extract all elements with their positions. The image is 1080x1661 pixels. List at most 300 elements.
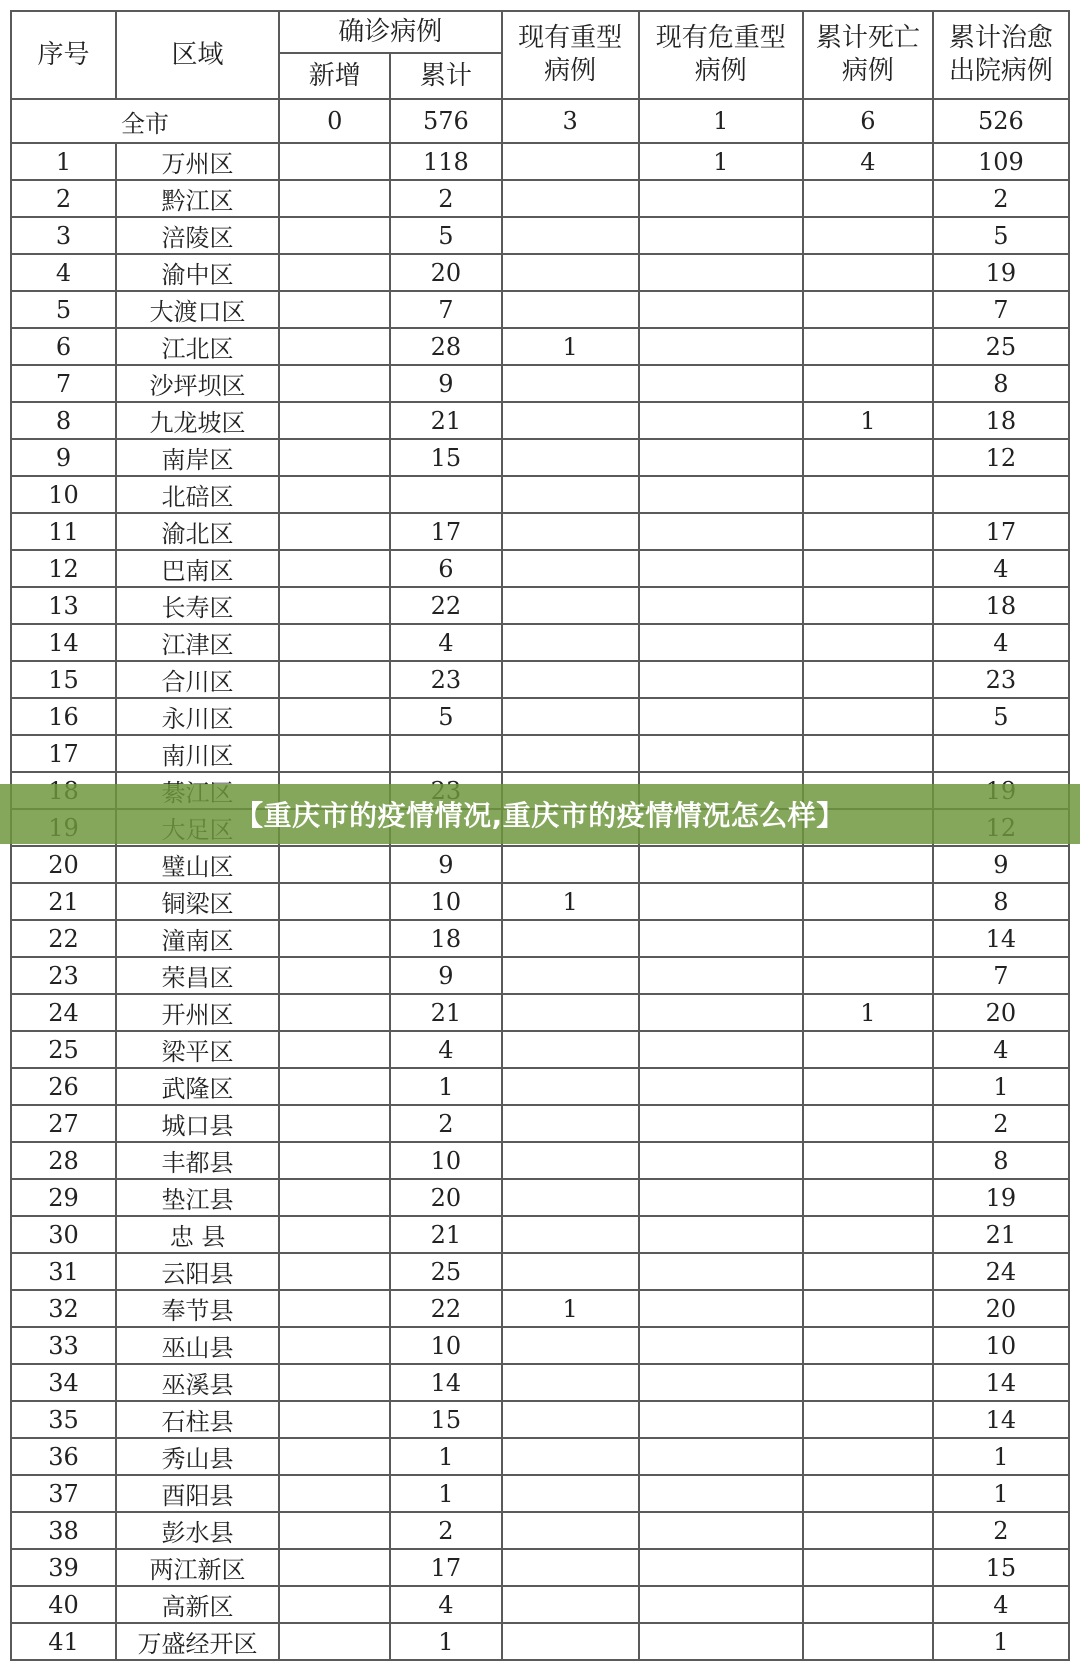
cell-critical <box>639 994 803 1031</box>
cell-new <box>279 1105 390 1142</box>
cell-seq: 11 <box>11 513 116 550</box>
cell-critical <box>639 365 803 402</box>
cell-critical <box>639 1327 803 1364</box>
cell-cured: 2 <box>933 1512 1069 1549</box>
header-severe <box>502 11 639 99</box>
cell-cumulative: 4 <box>390 1031 501 1068</box>
cell-new <box>279 1364 390 1401</box>
cell-area: 开州区 <box>116 994 279 1031</box>
table-row <box>11 365 1069 402</box>
table-row <box>11 957 1069 994</box>
cell-critical <box>639 1586 803 1623</box>
cell-deaths <box>803 1549 933 1586</box>
cell-new <box>279 1401 390 1438</box>
cell-cured: 15 <box>933 1549 1069 1586</box>
cell-cured: 1 <box>933 1475 1069 1512</box>
table-row <box>11 1031 1069 1068</box>
cell-deaths <box>803 1142 933 1179</box>
cell-critical <box>639 1068 803 1105</box>
cell-area: 高新区 <box>116 1586 279 1623</box>
cell-new <box>279 1586 390 1623</box>
cell-area: 垫江县 <box>116 1179 279 1216</box>
cell-area: 合川区 <box>116 661 279 698</box>
table-row <box>11 1253 1069 1290</box>
table-row <box>11 180 1069 217</box>
cell-cured: 12 <box>933 439 1069 476</box>
cell-critical <box>639 1142 803 1179</box>
cell-seq: 35 <box>11 1401 116 1438</box>
cell-area: 荣昌区 <box>116 957 279 994</box>
cell-cured: 4 <box>933 1031 1069 1068</box>
table-row <box>11 624 1069 661</box>
cell-cured: 2 <box>933 180 1069 217</box>
cell-deaths <box>803 846 933 883</box>
cell-seq: 6 <box>11 328 116 365</box>
cell-deaths <box>803 920 933 957</box>
cell-cumulative: 1 <box>390 1438 501 1475</box>
cell-cured: 2 <box>933 1105 1069 1142</box>
cell-seq: 3 <box>11 217 116 254</box>
cell-cumulative: 21 <box>390 994 501 1031</box>
total-row <box>11 99 1069 143</box>
cell-cured: 14 <box>933 1364 1069 1401</box>
table-row <box>11 402 1069 439</box>
cell-cured: 20 <box>933 1290 1069 1327</box>
cell-cured: 5 <box>933 698 1069 735</box>
total-new: 0 <box>279 99 390 143</box>
cell-critical <box>639 735 803 772</box>
cell-new <box>279 291 390 328</box>
cell-severe <box>502 143 639 180</box>
cell-severe <box>502 513 639 550</box>
cell-cured: 17 <box>933 513 1069 550</box>
cell-new <box>279 476 390 513</box>
cell-severe <box>502 661 639 698</box>
cell-severe <box>502 1253 639 1290</box>
cell-cumulative: 2 <box>390 1512 501 1549</box>
cell-new <box>279 735 390 772</box>
cell-seq: 31 <box>11 1253 116 1290</box>
cell-deaths <box>803 661 933 698</box>
cell-area: 江北区 <box>116 328 279 365</box>
cell-critical <box>639 513 803 550</box>
cell-area: 渝北区 <box>116 513 279 550</box>
cell-severe <box>502 1475 639 1512</box>
cell-cumulative: 2 <box>390 1105 501 1142</box>
cell-area: 万州区 <box>116 143 279 180</box>
cell-cumulative: 2 <box>390 180 501 217</box>
cell-severe <box>502 957 639 994</box>
cell-new <box>279 587 390 624</box>
cell-area: 大渡口区 <box>116 291 279 328</box>
cell-severe <box>502 994 639 1031</box>
cell-seq: 22 <box>11 920 116 957</box>
cell-critical <box>639 180 803 217</box>
cell-deaths <box>803 1438 933 1475</box>
cell-new <box>279 1327 390 1364</box>
table-row <box>11 1512 1069 1549</box>
cell-new <box>279 328 390 365</box>
cell-severe <box>502 1364 639 1401</box>
cell-cured: 18 <box>933 402 1069 439</box>
cell-new <box>279 1475 390 1512</box>
table-row <box>11 994 1069 1031</box>
cell-seq: 34 <box>11 1364 116 1401</box>
cell-cured: 14 <box>933 920 1069 957</box>
cell-area: 南岸区 <box>116 439 279 476</box>
cell-deaths <box>803 550 933 587</box>
cell-new <box>279 1068 390 1105</box>
header-critical-line2: 病例 <box>694 56 747 86</box>
cell-new <box>279 550 390 587</box>
cell-cumulative: 1 <box>390 1623 501 1660</box>
cell-seq: 2 <box>11 180 116 217</box>
table-row <box>11 217 1069 254</box>
cell-area: 南川区 <box>116 735 279 772</box>
cell-critical <box>639 1623 803 1660</box>
cell-severe <box>502 920 639 957</box>
cell-new <box>279 661 390 698</box>
cell-new <box>279 698 390 735</box>
cell-area: 长寿区 <box>116 587 279 624</box>
cell-seq: 21 <box>11 883 116 920</box>
cell-cured: 4 <box>933 550 1069 587</box>
cell-cured <box>933 735 1069 772</box>
cell-seq: 24 <box>11 994 116 1031</box>
cell-severe <box>502 846 639 883</box>
table-row <box>11 1068 1069 1105</box>
cell-area: 彭水县 <box>116 1512 279 1549</box>
table-row <box>11 439 1069 476</box>
cell-severe <box>502 1179 639 1216</box>
header-critical-line1: 现有危重型 <box>655 23 786 53</box>
cell-critical <box>639 217 803 254</box>
cell-deaths <box>803 1179 933 1216</box>
cell-area: 九龙坡区 <box>116 402 279 439</box>
cell-seq: 1 <box>11 143 116 180</box>
cell-new <box>279 1438 390 1475</box>
cell-new <box>279 957 390 994</box>
cell-deaths <box>803 957 933 994</box>
cell-deaths <box>803 476 933 513</box>
table-row <box>11 1105 1069 1142</box>
cell-severe <box>502 217 639 254</box>
cell-critical <box>639 661 803 698</box>
cell-seq: 25 <box>11 1031 116 1068</box>
cell-deaths <box>803 365 933 402</box>
total-cured: 526 <box>933 99 1069 143</box>
cell-area: 城口县 <box>116 1105 279 1142</box>
cell-critical <box>639 587 803 624</box>
table-row <box>11 1586 1069 1623</box>
cell-cured: 24 <box>933 1253 1069 1290</box>
cell-seq: 13 <box>11 587 116 624</box>
cell-cumulative: 15 <box>390 1401 501 1438</box>
cell-critical <box>639 1216 803 1253</box>
table-row <box>11 920 1069 957</box>
cell-critical <box>639 1031 803 1068</box>
cell-seq: 14 <box>11 624 116 661</box>
cell-cumulative: 14 <box>390 1364 501 1401</box>
cell-deaths <box>803 291 933 328</box>
cell-cumulative: 6 <box>390 550 501 587</box>
cell-seq: 10 <box>11 476 116 513</box>
table-row <box>11 513 1069 550</box>
cell-area: 酉阳县 <box>116 1475 279 1512</box>
cell-critical <box>639 1549 803 1586</box>
total-deaths: 6 <box>803 99 933 143</box>
cell-new <box>279 365 390 402</box>
cell-new <box>279 1179 390 1216</box>
cell-cumulative: 9 <box>390 957 501 994</box>
header-cumulative: 累计 <box>390 53 501 99</box>
cell-critical <box>639 254 803 291</box>
cell-critical <box>639 1290 803 1327</box>
cell-critical <box>639 957 803 994</box>
header-critical <box>639 11 803 99</box>
cell-severe <box>502 587 639 624</box>
cell-severe <box>502 254 639 291</box>
cell-seq: 9 <box>11 439 116 476</box>
cell-cumulative <box>390 735 501 772</box>
cell-cumulative: 22 <box>390 587 501 624</box>
cell-cumulative: 28 <box>390 328 501 365</box>
header-area: 区域 <box>116 11 279 99</box>
cell-area: 巫溪县 <box>116 1364 279 1401</box>
cell-severe <box>502 365 639 402</box>
cell-deaths <box>803 1364 933 1401</box>
header-deaths-line2: 病例 <box>841 56 894 86</box>
table-row <box>11 1623 1069 1660</box>
cell-cumulative: 21 <box>390 1216 501 1253</box>
cell-new <box>279 1216 390 1253</box>
cell-area: 梁平区 <box>116 1031 279 1068</box>
cell-cumulative: 17 <box>390 513 501 550</box>
cell-area: 铜梁区 <box>116 883 279 920</box>
header-deaths <box>803 11 933 99</box>
cell-area: 巫山县 <box>116 1327 279 1364</box>
cell-cumulative: 7 <box>390 291 501 328</box>
cell-deaths <box>803 1623 933 1660</box>
header-deaths-line1: 累计死亡 <box>815 23 920 53</box>
cell-new <box>279 1253 390 1290</box>
cell-cured: 19 <box>933 254 1069 291</box>
cell-severe <box>502 1216 639 1253</box>
cell-deaths <box>803 698 933 735</box>
table-header <box>11 11 1069 99</box>
cell-critical <box>639 1105 803 1142</box>
cell-critical <box>639 1512 803 1549</box>
table-row <box>11 698 1069 735</box>
cell-seq: 39 <box>11 1549 116 1586</box>
cell-cured: 1 <box>933 1438 1069 1475</box>
cell-severe <box>502 439 639 476</box>
cell-seq: 16 <box>11 698 116 735</box>
table-row <box>11 883 1069 920</box>
cell-cumulative: 1 <box>390 1068 501 1105</box>
cell-cumulative: 20 <box>390 1179 501 1216</box>
cell-critical <box>639 439 803 476</box>
cell-critical <box>639 920 803 957</box>
cell-cured: 1 <box>933 1623 1069 1660</box>
header-severe-line1: 现有重型 <box>518 23 623 53</box>
cell-critical <box>639 291 803 328</box>
cell-seq: 38 <box>11 1512 116 1549</box>
cell-new <box>279 920 390 957</box>
cell-area: 巴南区 <box>116 550 279 587</box>
cell-deaths <box>803 1216 933 1253</box>
cell-area: 万盛经开区 <box>116 1623 279 1660</box>
cell-new <box>279 1549 390 1586</box>
cell-area: 璧山区 <box>116 846 279 883</box>
cell-new <box>279 1290 390 1327</box>
cell-cured: 9 <box>933 846 1069 883</box>
cell-severe <box>502 735 639 772</box>
cell-critical <box>639 1438 803 1475</box>
cell-area: 两江新区 <box>116 1549 279 1586</box>
cell-severe <box>502 1105 639 1142</box>
cell-new <box>279 846 390 883</box>
table-row <box>11 1179 1069 1216</box>
cell-new <box>279 217 390 254</box>
cell-critical <box>639 550 803 587</box>
cell-area: 奉节县 <box>116 1290 279 1327</box>
cell-deaths <box>803 180 933 217</box>
cell-seq: 4 <box>11 254 116 291</box>
total-cumulative: 576 <box>390 99 501 143</box>
cell-severe <box>502 1438 639 1475</box>
cell-deaths: 4 <box>803 143 933 180</box>
table-row <box>11 1364 1069 1401</box>
header-new: 新增 <box>279 53 390 99</box>
cell-area: 云阳县 <box>116 1253 279 1290</box>
cell-cured: 19 <box>933 1179 1069 1216</box>
cell-cumulative: 18 <box>390 920 501 957</box>
cell-new <box>279 994 390 1031</box>
cell-deaths <box>803 1068 933 1105</box>
table-row <box>11 254 1069 291</box>
cell-cumulative: 10 <box>390 1327 501 1364</box>
cell-area: 北碚区 <box>116 476 279 513</box>
cell-deaths <box>803 735 933 772</box>
cell-cumulative: 9 <box>390 365 501 402</box>
cell-cumulative: 17 <box>390 1549 501 1586</box>
cell-severe <box>502 180 639 217</box>
table-row <box>11 1216 1069 1253</box>
header-cured-line1: 累计治愈 <box>948 23 1053 53</box>
cell-severe: 1 <box>502 883 639 920</box>
header-seq: 序号 <box>11 11 116 99</box>
cell-cumulative: 25 <box>390 1253 501 1290</box>
cell-cumulative: 4 <box>390 1586 501 1623</box>
cell-deaths <box>803 1031 933 1068</box>
cell-seq: 29 <box>11 1179 116 1216</box>
cell-seq: 12 <box>11 550 116 587</box>
cell-new <box>279 180 390 217</box>
total-critical: 1 <box>639 99 803 143</box>
cell-seq: 27 <box>11 1105 116 1142</box>
header-confirmed: 确诊病例 <box>279 11 501 53</box>
cell-severe <box>502 1512 639 1549</box>
cell-area: 永川区 <box>116 698 279 735</box>
cell-deaths: 1 <box>803 994 933 1031</box>
cell-seq: 17 <box>11 735 116 772</box>
cell-severe <box>502 291 639 328</box>
cell-cumulative: 5 <box>390 217 501 254</box>
total-area: 全市 <box>11 99 279 143</box>
cell-severe: 1 <box>502 328 639 365</box>
table-row <box>11 1142 1069 1179</box>
cell-seq: 37 <box>11 1475 116 1512</box>
cell-seq: 30 <box>11 1216 116 1253</box>
cell-deaths <box>803 1475 933 1512</box>
cell-cured: 21 <box>933 1216 1069 1253</box>
cell-area: 潼南区 <box>116 920 279 957</box>
cell-cumulative: 23 <box>390 661 501 698</box>
cell-severe <box>502 698 639 735</box>
cell-area: 沙坪坝区 <box>116 365 279 402</box>
cell-deaths <box>803 1512 933 1549</box>
cell-cumulative: 5 <box>390 698 501 735</box>
cell-area: 秀山县 <box>116 1438 279 1475</box>
cell-critical <box>639 1475 803 1512</box>
cell-seq: 36 <box>11 1438 116 1475</box>
cell-cumulative: 118 <box>390 143 501 180</box>
cell-critical <box>639 328 803 365</box>
cell-cumulative: 10 <box>390 1142 501 1179</box>
cell-seq: 15 <box>11 661 116 698</box>
cell-cured: 4 <box>933 624 1069 661</box>
cell-severe <box>502 402 639 439</box>
cell-new <box>279 624 390 661</box>
cell-new <box>279 1142 390 1179</box>
cell-area: 涪陵区 <box>116 217 279 254</box>
cell-new <box>279 513 390 550</box>
cell-area: 江津区 <box>116 624 279 661</box>
cell-new <box>279 1623 390 1660</box>
table-row <box>11 476 1069 513</box>
cell-cured: 7 <box>933 957 1069 994</box>
cell-severe <box>502 1031 639 1068</box>
cell-cured: 20 <box>933 994 1069 1031</box>
header-severe-line2: 病例 <box>544 56 597 86</box>
cell-new <box>279 1031 390 1068</box>
cell-severe <box>502 476 639 513</box>
cell-critical: 1 <box>639 143 803 180</box>
cell-area: 石柱县 <box>116 1401 279 1438</box>
cell-cured: 1 <box>933 1068 1069 1105</box>
cell-critical <box>639 1179 803 1216</box>
cell-cumulative <box>390 476 501 513</box>
cell-seq: 5 <box>11 291 116 328</box>
cell-severe <box>502 624 639 661</box>
cell-area: 丰都县 <box>116 1142 279 1179</box>
cell-deaths <box>803 439 933 476</box>
cell-critical <box>639 1364 803 1401</box>
table-row <box>11 1290 1069 1327</box>
table-row <box>11 291 1069 328</box>
cell-cumulative: 10 <box>390 883 501 920</box>
cell-area: 渝中区 <box>116 254 279 291</box>
cell-cured: 5 <box>933 217 1069 254</box>
cell-cured: 109 <box>933 143 1069 180</box>
cell-seq: 32 <box>11 1290 116 1327</box>
cell-deaths <box>803 624 933 661</box>
cell-cumulative: 20 <box>390 254 501 291</box>
cell-severe <box>502 1068 639 1105</box>
cell-severe <box>502 1327 639 1364</box>
cell-cured: 14 <box>933 1401 1069 1438</box>
